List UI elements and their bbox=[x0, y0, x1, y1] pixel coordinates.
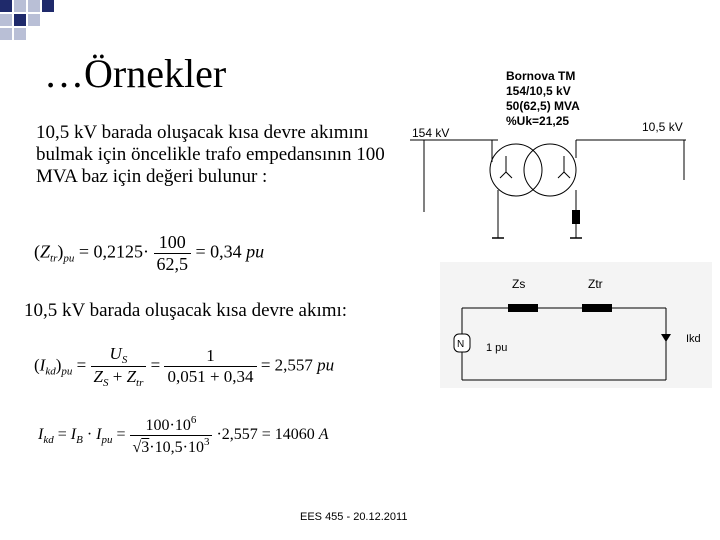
deco-square bbox=[0, 14, 12, 26]
eq3-frac-den-rest: ·10,5·10 bbox=[149, 439, 204, 456]
eq1-factor: 0,2125 bbox=[93, 241, 144, 262]
ztr-label: Ztr bbox=[588, 277, 603, 291]
eq3-lhs-var: I bbox=[38, 426, 44, 444]
eq2-f1-den-b-sub: tr bbox=[136, 377, 144, 389]
footer-text: EES 455 - 20.12.2011 bbox=[300, 511, 408, 523]
eq1-fraction bbox=[154, 232, 192, 275]
eq2-f1-den-b: Z bbox=[126, 367, 137, 386]
eq3-b-var: I bbox=[70, 426, 77, 444]
eq1-frac-den: 62,5 bbox=[156, 254, 189, 274]
equation-ztr-pu: $(Z_{tr})_{pu} = 0,2125\cdot$ $\frac{100}{62,5}$ = 0,34 pu bbox=[34, 232, 265, 274]
deco-square bbox=[0, 28, 12, 40]
eq2-f2-num: 1 bbox=[164, 346, 256, 367]
eq1-result: 0,34 bbox=[210, 241, 242, 262]
eq3-frac-den-exp: 3 bbox=[203, 436, 210, 448]
eq2-fraction-2 bbox=[164, 346, 256, 387]
eq3-frac-num: 100·10 bbox=[145, 417, 191, 434]
eq1-lhs-sub: tr bbox=[50, 252, 58, 265]
zs-impedance bbox=[508, 304, 538, 312]
eq1-lhs-sub2: pu bbox=[63, 252, 75, 265]
eq3-lhs-sub: kd bbox=[43, 434, 54, 447]
eq3-frac-den-root: 3 bbox=[141, 439, 150, 456]
wye-symbol bbox=[558, 172, 564, 178]
deco-square bbox=[0, 0, 12, 12]
deco-square bbox=[14, 14, 26, 26]
ztr-impedance bbox=[582, 304, 612, 312]
eq1-lhs-var: Z bbox=[40, 241, 51, 262]
eq2-lhs-sub: kd bbox=[45, 365, 56, 378]
equation-ikd-pu: $(I_{kd})_{pu}$ = $\frac{U_S}{Z_S + Z_{tr}}$ = $\frac{1}{0,051 + 0,34}$ = 2,557 pu bbox=[34, 344, 335, 389]
substation-line: %Uk=21,25 bbox=[506, 114, 570, 128]
eq3-fraction: $\frac{100\cdot 10^6}{√3\cdot 10,5\cdot 10^3}$ bbox=[130, 414, 213, 457]
eq2-f1-den-a-sub: S bbox=[102, 377, 109, 389]
subheading: 10,5 kV barada oluşacak kısa devre akımı: bbox=[24, 300, 348, 321]
eq3-result: 14060 bbox=[274, 426, 315, 444]
circuit-background bbox=[440, 262, 712, 388]
eq2-lhs-var: I bbox=[39, 355, 46, 375]
intro-paragraph: 10,5 kV barada oluşacak kısa devre akımını bulmak için öncelikle trafo empedansının 100 MVA baz için değeri bulunur : bbox=[36, 122, 385, 187]
eq2-f1-den-a: Z bbox=[93, 367, 103, 386]
eq1-unit: pu bbox=[246, 241, 265, 262]
eq3-frac-num-exp: 6 bbox=[190, 414, 197, 426]
eq2-f2-den: 0,051 + 0,34 bbox=[167, 367, 254, 386]
transformer-diagram bbox=[400, 60, 700, 250]
source-value: 1 pu bbox=[486, 342, 508, 354]
substation-line: Bornova TM bbox=[506, 69, 576, 83]
eq3-b-sub: B bbox=[76, 434, 83, 447]
source-symbol: N bbox=[457, 339, 465, 350]
eq2-result: 2,557 bbox=[274, 355, 313, 375]
slide-title: …Örnekler bbox=[44, 51, 227, 96]
bus-left-label: 154 kV bbox=[412, 126, 450, 140]
eq3-unit: A bbox=[318, 426, 329, 444]
substation-line: 154/10,5 kV bbox=[506, 84, 571, 98]
eq2-unit: pu bbox=[317, 355, 335, 375]
eq1-frac-num: 100 bbox=[154, 232, 192, 254]
eq2-lhs-sub2: pu bbox=[61, 365, 73, 378]
deco-square bbox=[28, 0, 40, 12]
deco-square bbox=[14, 28, 26, 40]
eq3-c-var: I bbox=[96, 426, 102, 444]
bus-right-label: 10,5 kV bbox=[642, 120, 683, 134]
wye-symbol bbox=[564, 172, 570, 178]
wye-symbol bbox=[506, 172, 512, 178]
eq2-f1-num-sub: S bbox=[121, 354, 128, 366]
deco-square bbox=[28, 14, 40, 26]
transformer-winding-primary bbox=[490, 144, 542, 196]
eq3-c-sub: pu bbox=[101, 434, 113, 447]
current-label: Ikd bbox=[686, 333, 701, 345]
transformer-winding-secondary bbox=[524, 144, 576, 196]
equivalent-circuit bbox=[440, 262, 712, 388]
eq2-fraction-1: $\frac{U_S}{Z_S + Z_{tr}}$ bbox=[91, 344, 147, 389]
grounding-impedance bbox=[572, 210, 580, 224]
wye-symbol bbox=[500, 172, 506, 178]
equation-ikd-amps: $I_{kd} = I_B \cdot I_{pu}$ = $\frac{100\cdot 10^6}{√3\cdot 10,5\cdot 10^3}$ ·2,557 = 14060 A bbox=[38, 414, 329, 456]
eq2-f1-num-var: U bbox=[109, 344, 122, 363]
zs-label: Zs bbox=[512, 277, 526, 291]
deco-square bbox=[14, 0, 26, 12]
eq3-factor: 2,557 bbox=[221, 426, 258, 444]
substation-line: 50(62,5) MVA bbox=[506, 99, 580, 113]
deco-square bbox=[42, 0, 54, 12]
